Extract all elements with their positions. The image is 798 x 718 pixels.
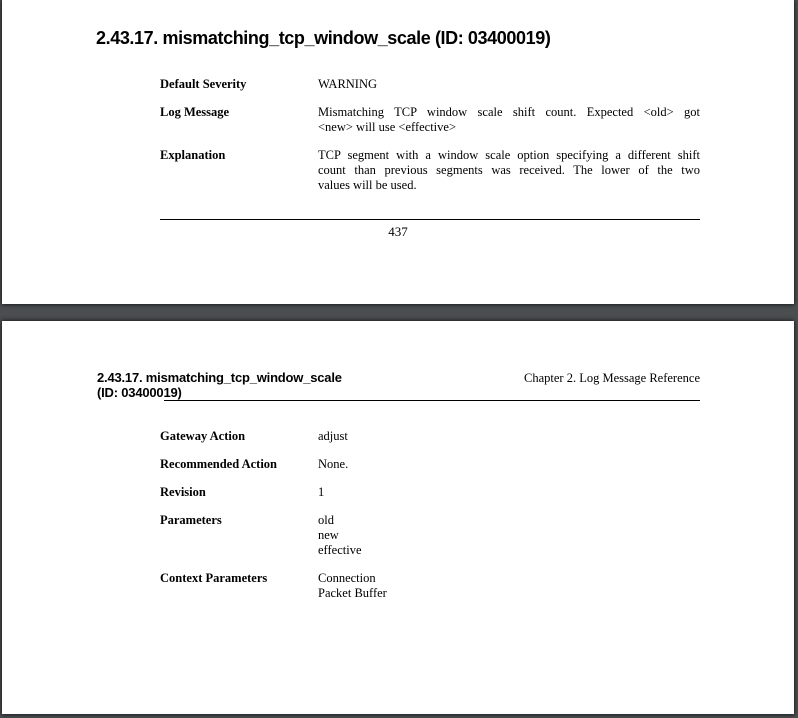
field-row-parameters: [160, 513, 700, 558]
field-label: Explanation: [160, 148, 226, 162]
field-value: Connection Packet Buffer: [318, 571, 387, 600]
field-value: TCP segment with a window scale option specifying a different shift count than previous segments was received. The lower of the two values will be used.: [318, 148, 700, 192]
field-label: Context Parameters: [160, 571, 268, 585]
page-number: 437: [388, 224, 408, 239]
field-table: [160, 429, 700, 614]
field-label: Gateway Action: [160, 429, 246, 443]
field-value: None.: [318, 457, 349, 471]
field-row-explanation: [160, 148, 700, 193]
document-page-2: [2, 321, 794, 714]
field-value: 1: [318, 485, 325, 499]
field-label: Revision: [160, 485, 206, 499]
document-page-1: [2, 0, 794, 304]
field-label: Log Message: [160, 105, 230, 119]
section-heading: 2.43.17. mismatching_tcp_window_scale (ID: 03400019): [96, 28, 551, 48]
footer-rule: [160, 219, 700, 220]
field-value: adjust: [318, 429, 348, 443]
field-row-default-severity: [160, 77, 700, 92]
field-row-recommended-action: [160, 457, 700, 472]
field-value: WARNING: [318, 77, 378, 91]
field-value: Mismatching TCP window scale shift count. Expected <old> got <new> will use <effective>: [318, 105, 700, 134]
running-header-id: (ID: 03400019): [97, 385, 182, 400]
field-row-context-parameters: [160, 571, 700, 601]
field-table: [160, 77, 700, 206]
field-label: Recommended Action: [160, 457, 277, 471]
field-row-log-message: [160, 105, 700, 135]
field-row-gateway-action: [160, 429, 700, 444]
field-label: Parameters: [160, 513, 222, 527]
field-value: old new effective: [318, 513, 362, 557]
field-label: Default Severity: [160, 77, 247, 91]
header-rule: [164, 400, 700, 401]
running-header-title: 2.43.17. mismatching_tcp_window_scale: [97, 370, 342, 385]
field-row-revision: [160, 485, 700, 500]
running-header-chapter: Chapter 2. Log Message Reference: [524, 371, 700, 385]
running-header-left: [97, 370, 342, 400]
